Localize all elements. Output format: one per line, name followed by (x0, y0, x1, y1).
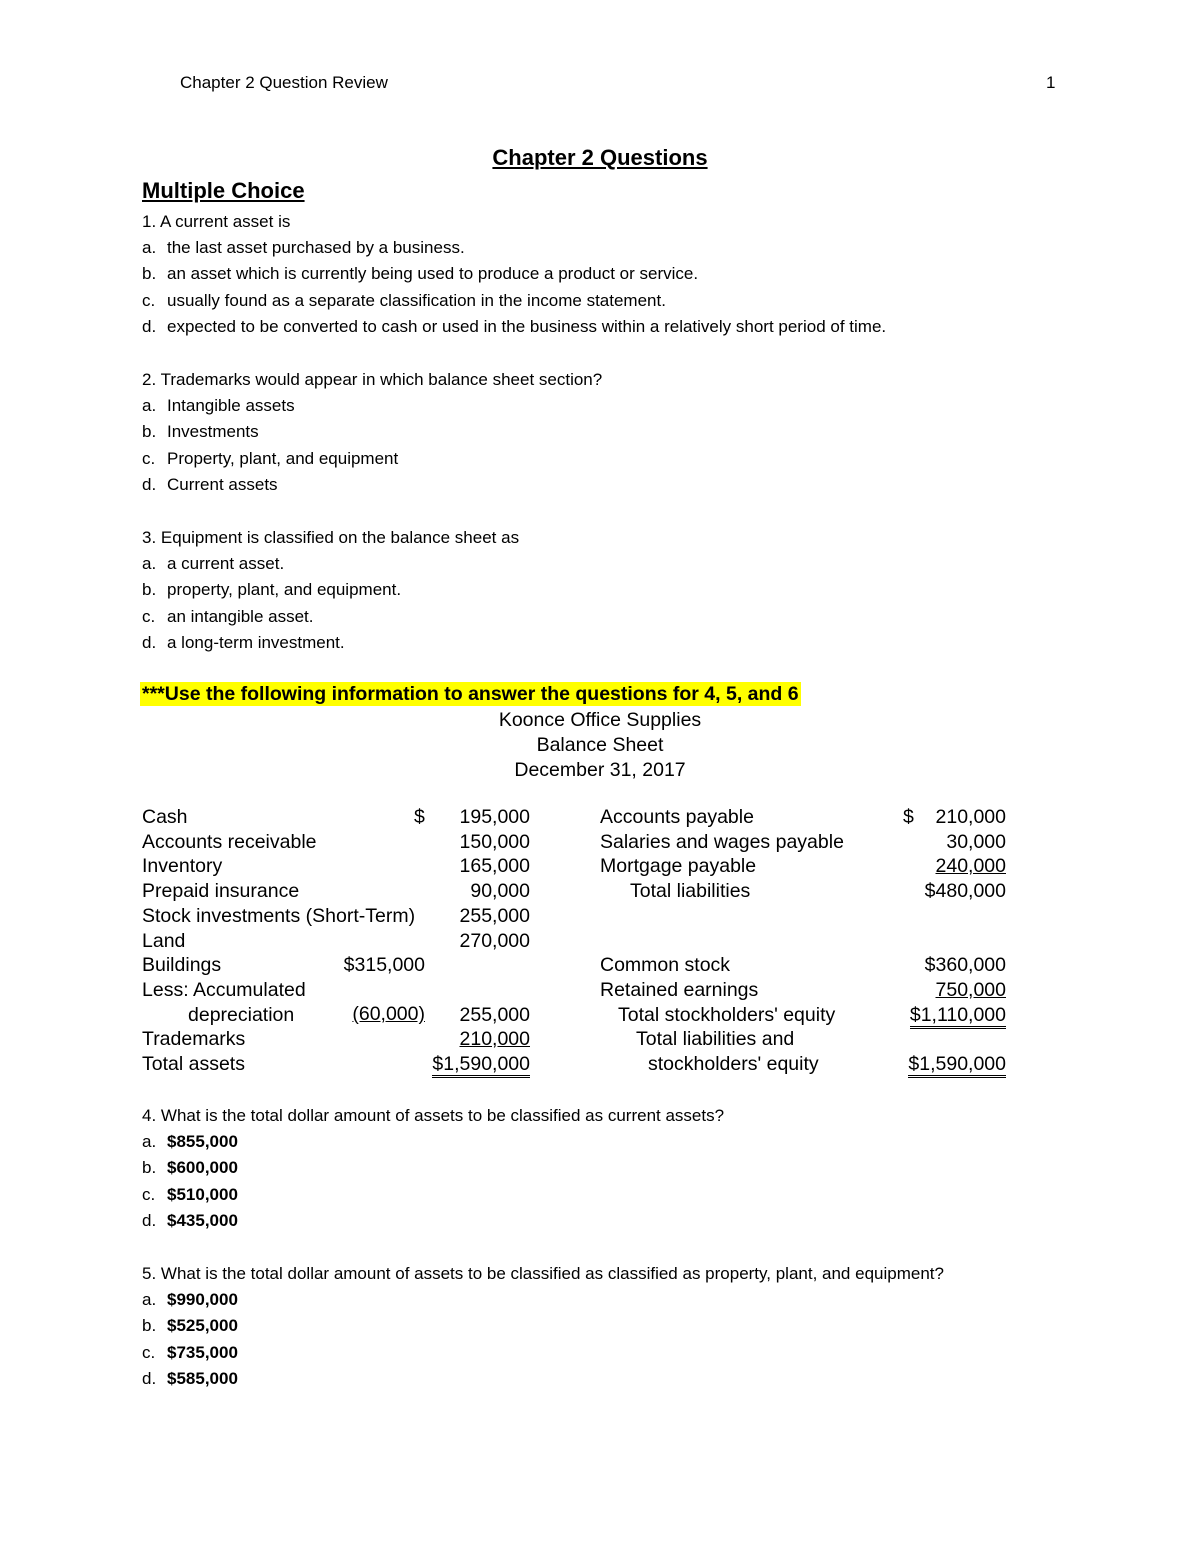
assets-values (420, 805, 530, 1077)
depreciation-label: depreciation (188, 1003, 295, 1026)
page-number: 1 (1046, 73, 1056, 92)
total-assets-value: $1,590,000 (432, 1053, 530, 1078)
buildings-label: Buildings (142, 954, 222, 977)
stock-investments-label: Stock investments (Short-Term) (142, 904, 416, 927)
answer-option: d. $585,000 (142, 1368, 238, 1388)
liabilities-labels (600, 805, 844, 1077)
buildings-inner-column (300, 953, 425, 1027)
trademarks-value: 210,000 (459, 1028, 530, 1051)
answer-option: c. $510,000 (142, 1184, 238, 1204)
answer-option: a. $990,000 (142, 1290, 238, 1310)
answer-option: c. usually found as a separate classification in the income statement. (142, 290, 666, 310)
land-value: 270,000 (459, 929, 530, 952)
answer-option: b. an asset which is currently being used to produce a product or service. (142, 264, 699, 284)
retained-earnings-label: Retained earnings (600, 978, 759, 1001)
land-label: Land (142, 929, 186, 952)
ap-value: 210,000 (935, 806, 1006, 828)
statement-name: Balance Sheet (536, 734, 664, 756)
total-le-label-2: stockholders' equity (648, 1053, 819, 1075)
answer-option: b. Investments (142, 422, 259, 442)
ap-dollar-sign: $ (903, 806, 914, 828)
question-4 (142, 1103, 724, 1234)
stock-investments-value: 255,000 (459, 904, 530, 927)
answer-option: b. $525,000 (142, 1316, 238, 1336)
prepaid-value: 90,000 (470, 880, 530, 903)
ap-label: Accounts payable (600, 806, 754, 828)
answer-option: c. Property, plant, and equipment (142, 448, 399, 468)
highlighted-instruction (140, 683, 801, 706)
ar-value: 150,000 (459, 830, 530, 853)
question-3 (142, 525, 519, 656)
question-1 (142, 209, 886, 340)
buildings-gross: $315,000 (343, 954, 425, 976)
answer-option: d. expected to be converted to cash or used in the business within a relatively short period of time. (142, 316, 887, 336)
answer-option: d. Current assets (142, 474, 278, 494)
cash-dollar-sign: $ (414, 806, 425, 828)
prepaid-label: Prepaid insurance (142, 880, 300, 903)
total-liabilities-label: Total liabilities (630, 880, 751, 903)
answer-option: a. the last asset purchased by a business. (142, 238, 465, 258)
answer-option: a. a current asset. (142, 554, 285, 574)
liabilities-values (880, 805, 1006, 1077)
buildings-net-value: 255,000 (459, 1003, 530, 1026)
inventory-label: Inventory (142, 855, 223, 878)
total-le-label-1: Total liabilities and (636, 1028, 795, 1051)
assets-labels (142, 805, 415, 1077)
statement-date: December 31, 2017 (514, 759, 686, 781)
answer-option: a. Intangible assets (142, 396, 295, 416)
answer-option: c. $735,000 (142, 1342, 238, 1362)
question-stem: 2. Trademarks would appear in which balance sheet section? (142, 370, 603, 389)
question-2 (142, 367, 602, 498)
retained-earnings-value: 750,000 (935, 978, 1006, 1001)
total-se-label: Total stockholders' equity (618, 1003, 836, 1026)
document-title: Chapter 2 Questions (492, 145, 708, 170)
total-se-value: $1,110,000 (910, 1004, 1006, 1029)
inventory-value: 165,000 (459, 855, 530, 878)
mortgage-value: 240,000 (935, 855, 1006, 878)
question-stem: 4. What is the total dollar amount of assets to be classified as current assets? (142, 1106, 725, 1125)
answer-option: b. $600,000 (142, 1158, 238, 1178)
answer-option: d. $435,000 (142, 1210, 238, 1230)
total-liabilities-value: $480,000 (924, 880, 1006, 903)
answer-option: d. a long-term investment. (142, 632, 345, 652)
cash-value: 195,000 (459, 806, 530, 828)
question-stem: 1. A current asset is (142, 212, 291, 231)
mortgage-label: Mortgage payable (600, 855, 757, 878)
cash-label: Cash (142, 806, 188, 828)
total-assets-label: Total assets (142, 1053, 245, 1076)
company-name: Koonce Office Supplies (498, 709, 702, 731)
answer-option: b. property, plant, and equipment. (142, 580, 402, 600)
question-5 (142, 1261, 944, 1392)
instruction-text: ***Use the following information to answer the questions for 4, 5, and 6 (142, 683, 799, 705)
answer-option: a. $855,000 (142, 1132, 238, 1152)
common-stock-label: Common stock (600, 954, 731, 977)
trademarks-label: Trademarks (142, 1028, 246, 1051)
ar-label: Accounts receivable (142, 830, 317, 853)
less-accum-label: Less: Accumulated (142, 978, 306, 1001)
running-header: Chapter 2 Question Review (180, 73, 388, 92)
accumulated-depreciation: (60,000) (352, 1003, 425, 1026)
salaries-value: 30,000 (946, 830, 1006, 853)
total-le-value: $1,590,000 (908, 1053, 1006, 1078)
question-stem: 5. What is the total dollar amount of assets to be classified as classified as property, plant, and equipment? (142, 1264, 944, 1283)
common-stock-value: $360,000 (924, 954, 1006, 977)
question-stem: 3. Equipment is classified on the balance sheet as (142, 528, 520, 547)
section-heading: Multiple Choice (142, 178, 305, 203)
salaries-label: Salaries and wages payable (600, 830, 844, 853)
answer-option: c. an intangible asset. (142, 606, 314, 626)
